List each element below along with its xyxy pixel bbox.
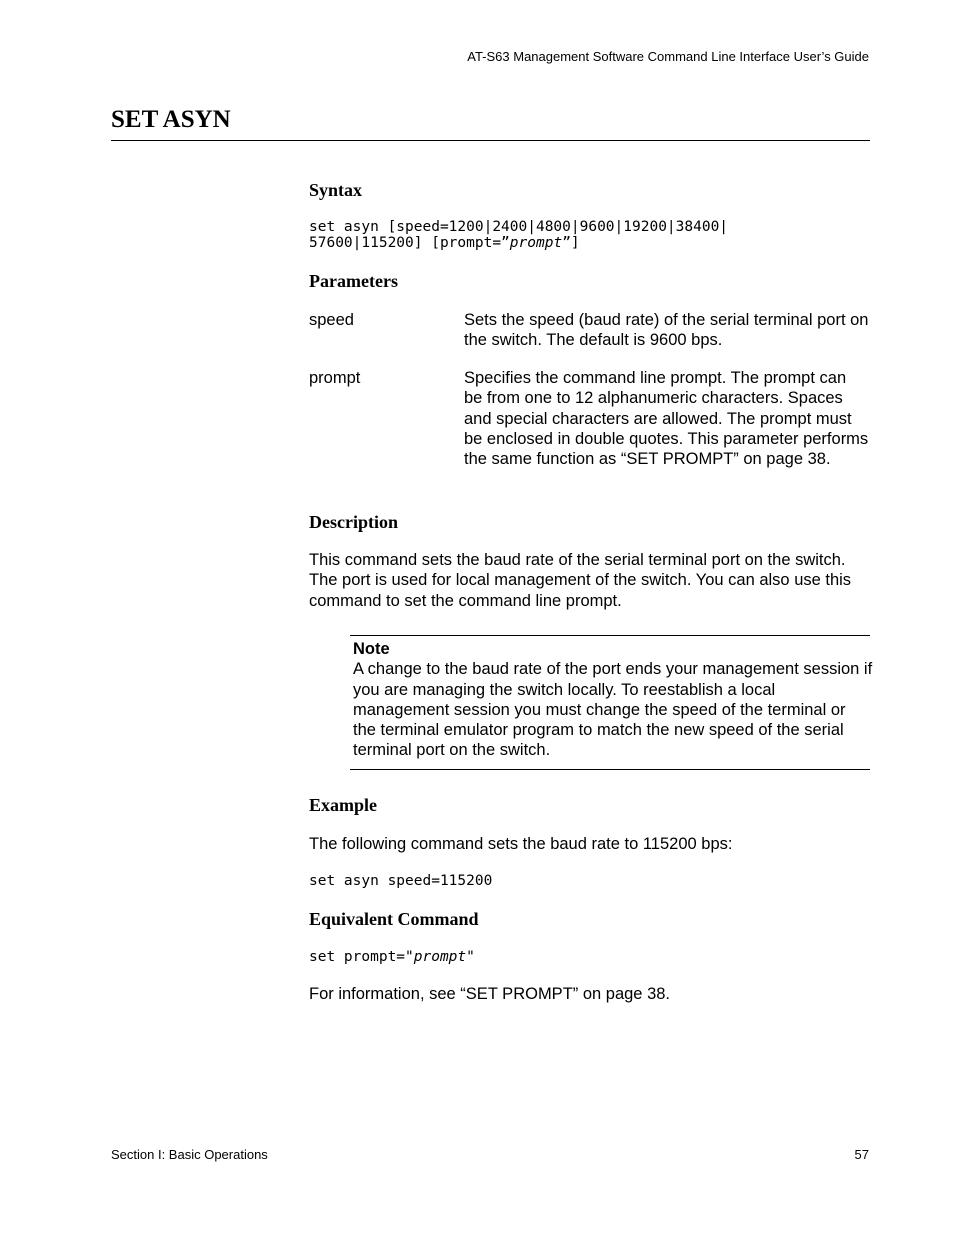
- param-name-speed: speed: [309, 311, 354, 329]
- equivalent-heading: Equivalent Command: [309, 909, 479, 929]
- example-heading: Example: [309, 795, 378, 815]
- note-label: Note: [353, 640, 390, 658]
- page-number: 57: [854, 1147, 869, 1162]
- example-text: The following command sets the baud rate to 115200 bps:: [309, 835, 733, 853]
- equivalent-code: [309, 949, 475, 965]
- param-desc-prompt: Specifies the command line prompt. The prompt can be from one to 12 alphanumeric characters. Spaces and special characters are allowed. The prompt must be enclosed in double quotes. This parameter performs the same function as “SET PROMPT” on page 38.: [464, 369, 869, 469]
- description-heading: Description: [309, 512, 398, 532]
- running-header: AT-S63 Management Software Command Line Interface User’s Guide: [467, 49, 869, 64]
- syntax-heading: Syntax: [309, 180, 363, 200]
- syntax-line-2-pre: 57600|115200] [prompt=”: [309, 235, 510, 251]
- syntax-line-2-post: ”]: [562, 235, 580, 251]
- syntax-prompt-var: prompt: [509, 235, 563, 251]
- note-top-rule: [350, 635, 870, 636]
- page-title: SET ASYN: [111, 106, 231, 133]
- equivalent-info-text: For information, see “SET PROMPT” on page 38.: [309, 985, 671, 1003]
- param-name-prompt: prompt: [309, 369, 361, 387]
- example-code: set asyn speed=115200: [309, 873, 493, 889]
- equivalent-code-pre: set prompt=": [309, 949, 414, 965]
- syntax-line-1: set asyn [speed=1200|2400|4800|9600|19200|38400|: [309, 219, 729, 235]
- syntax-code: [309, 219, 728, 251]
- equivalent-code-post: ": [466, 949, 475, 965]
- note-box: [353, 639, 873, 761]
- equivalent-prompt-var: prompt: [413, 949, 467, 965]
- param-desc-speed: Sets the speed (baud rate) of the serial terminal port on the switch. The default is 9600 bps.: [464, 311, 869, 350]
- description-text: This command sets the baud rate of the serial terminal port on the switch. The port is used for local management of the switch. You can also use this command to set the command line prompt.: [309, 551, 852, 610]
- note-text: A change to the baud rate of the port ends your management session if you are managing the switch locally. To reestablish a local management session you must change the speed of the terminal or the terminal emulator program to match the new speed of the serial terminal port on the switch.: [353, 660, 873, 760]
- title-divider: [111, 140, 870, 141]
- parameters-heading: Parameters: [309, 271, 398, 291]
- footer-section: Section I: Basic Operations: [111, 1147, 268, 1162]
- note-bottom-rule: [350, 769, 870, 770]
